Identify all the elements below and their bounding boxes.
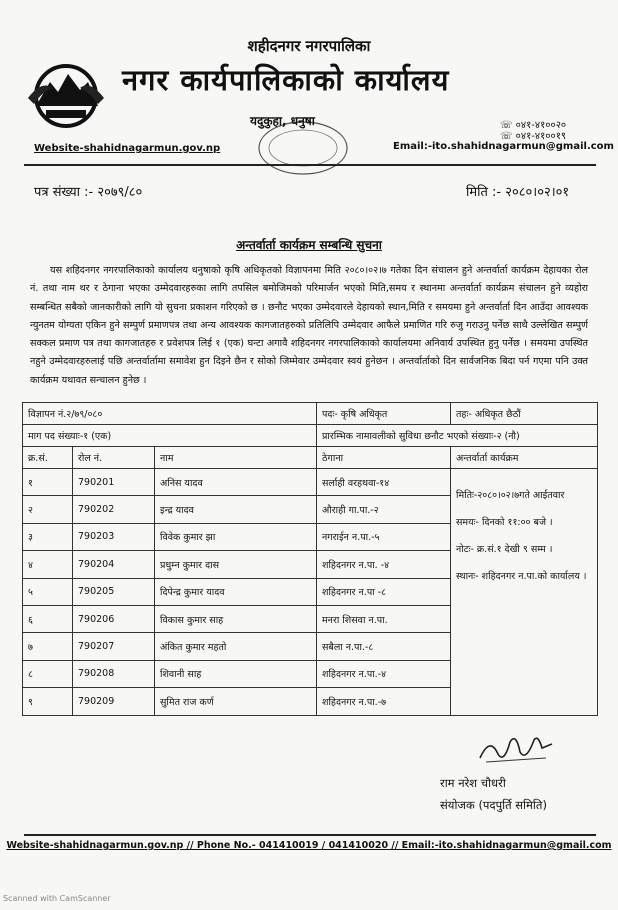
cell-name: दिपेन्द्र कुमार यादव <box>155 578 317 605</box>
level: तहः- अधिकृत छैठौं <box>451 403 598 425</box>
cell-roll: 790209 <box>73 688 155 715</box>
cell-address: मनरा शिसवा न.पा. <box>317 605 451 632</box>
adv-no: विज्ञापन नं.२/७९/०८० <box>23 403 317 425</box>
cell-address: शहिदनगर न.पा. -४ <box>317 551 451 578</box>
cell-name: विवेक कुमार झा <box>155 523 317 550</box>
cell-sn: २ <box>23 496 73 523</box>
signatory-name: राम नरेश चौधरी <box>440 776 506 790</box>
demand-count: माग पद संख्याः-१ (एक) <box>23 425 317 447</box>
program-cell <box>451 469 598 716</box>
program-time: समयः- दिनको ११:०० बजे । <box>456 517 553 528</box>
phone-2: ☏ ०४१-४१००१९ <box>500 131 567 142</box>
cell-address: औराही गा.पा.-२ <box>317 496 451 523</box>
cell-sn: ५ <box>23 578 73 605</box>
cell-sn: ६ <box>23 605 73 632</box>
cell-roll: 790205 <box>73 578 155 605</box>
cell-name: अनिस यादव <box>155 469 317 496</box>
cell-name: विकास कुमार साह <box>155 605 317 632</box>
scanner-watermark: Scanned with CamScanner <box>3 894 111 903</box>
cell-sn: ४ <box>23 551 73 578</box>
post: पदः- कृषि अधिकृत <box>317 403 451 425</box>
notice-title-text: अन्तर्वार्ता कार्यक्रम सम्बन्धि सुचना <box>236 238 382 252</box>
notice-body: यस शहिदनगर नगरपालिकाको कार्यालय धनुषाको कृषि अधिकृतको विज्ञापनमा मिति २०८०।०२।७ गतेका दिन संचालन हुने अन्तर्वार्ता कार्यक्रम देहायका रोल नं. तथा नाम थर र ठेगाना भएका उम्मेदवारहरुका लागि तपसिल बमोजिमको परिमार्जन भएको मिति,समय र स्थानमा अन्तर्वार्ता कार्यक्रम संचालन हुने व्यहोरा सम्बन्धित सबैको जानकारीको लागि यो सुचना प्रकाशन गरिएको छ । छनौट भएका उम्मेदवारले देहायको स्थान,मिति र समयमा हुने अन्तर्वार्ता दिन आउँदा आवश्यक न्युनतम योग्यता एकिन हुने सम्पुर्ण प्रमाणपत्र तथा अन्य आवश्यक कागजातहरुको प्रतिलिपि उम्मेदवार आफैले प्रमाणित गरि रुजु गराउनु पर्नेछ साथै उल्लेखित सम्पुर्ण सक्कल प्रमाण पत्र तथा कागजातहरु र प्रवेशपत्र लिई १ (एक) घन्टा अगावै शहिदनगर नगरपालिकाको कार्यालयमा अनिवार्य उपस्थित हुनु पर्नेछ । समयमा उपस्थित नहुने उम्मेदवारहरुलाई पछि अन्तर्वार्तामा समावेश हुन दिइने छैन र सोको जिम्मेवार उम्मेदवार स्वयं हुनेछन । अन्तर्वार्ताको दिन सार्वजनिक बिदा पर्न गएमा पनि उक्त कार्यक्रम यथावत सन्चालन हुनेछ । <box>30 265 588 386</box>
cell-sn: ८ <box>23 660 73 687</box>
footer-text: Website-shahidnagarmun.gov.np // Phone No.- 041410019 / 041410020 // Email:-ito.shahidnagarmun@gmail.com <box>6 840 612 851</box>
cell-name: सुमित राज कर्ण <box>155 688 317 715</box>
cell-name: शिवानी साह <box>155 660 317 687</box>
cell-address: शहिदनगर न.पा.-७ <box>317 688 451 715</box>
table-row <box>23 469 598 496</box>
cell-name: प्रधुम्न कुमार दास <box>155 551 317 578</box>
cell-address: शहिदनगर न.पा.-४ <box>317 660 451 687</box>
office-address: यदुकुहा, धनुषा <box>250 114 315 128</box>
col-sn: क्र.सं. <box>23 447 73 469</box>
cell-roll: 790203 <box>73 523 155 550</box>
col-address: ठेगाना <box>317 447 451 469</box>
cell-address: शहिदनगर न.पा -८ <box>317 578 451 605</box>
table-header-row <box>23 447 598 469</box>
shortlist-count: प्रारम्भिक नामावलीको सुविधा छनौट भएको संख्याः-२ (नौ) <box>317 425 598 447</box>
table-meta-row <box>23 403 598 425</box>
footer <box>0 840 618 851</box>
office-title: नगर कार्यपालिकाको कार्यालय <box>122 63 450 97</box>
cell-name: इन्द्र यादव <box>155 496 317 523</box>
cell-address: नगराईन न.पा.-५ <box>317 523 451 550</box>
interview-table <box>22 402 598 716</box>
cell-address: सबैला न.पा.-८ <box>317 633 451 660</box>
cell-roll: 790207 <box>73 633 155 660</box>
cell-address: सर्लाही वरहथवा-१४ <box>317 469 451 496</box>
col-name: नाम <box>155 447 317 469</box>
letter-date: मिति :- २०८०।०२।०१ <box>466 185 570 200</box>
municipality-name: शहीदनगर नगरपालिका <box>247 37 371 55</box>
notice-title <box>0 236 618 253</box>
cell-sn: ९ <box>23 688 73 715</box>
cell-sn: ७ <box>23 633 73 660</box>
cell-roll: 790204 <box>73 551 155 578</box>
cell-sn: १ <box>23 469 73 496</box>
table-meta-row <box>23 425 598 447</box>
handwritten-signature <box>476 728 556 768</box>
program-date: मितिः-२०८०।०२।७गते आईतवार <box>456 490 565 501</box>
cell-roll: 790208 <box>73 660 155 687</box>
cell-name: अंकित कुमार महतो <box>155 633 317 660</box>
cell-roll: 790206 <box>73 605 155 632</box>
col-program: अन्तर्वार्ता कार्यक्रम <box>451 447 598 469</box>
footer-divider <box>24 834 596 836</box>
website-link[interactable]: Website-shahidnagarmun.gov.np <box>34 143 221 154</box>
cell-roll: 790201 <box>73 469 155 496</box>
signatory-post: संयोजक (पदपुर्ति समिति) <box>440 798 547 812</box>
nepal-emblem-logo <box>22 58 110 130</box>
cell-sn: ३ <box>23 523 73 550</box>
reference-number: पत्र संख्या :- २०७९/८० <box>34 185 143 200</box>
program-note: नोटः- क्र.सं.१ देखी ९ सम्म । <box>456 544 553 555</box>
header-divider <box>24 164 596 166</box>
phone-1: ☏ ०४१-४१००२० <box>500 120 567 131</box>
program-place: स्थानः- शहिदनगर न.पा.को कार्यालय । <box>456 571 587 582</box>
col-roll: रोल नं. <box>73 447 155 469</box>
email-link[interactable]: Email:-ito.shahidnagarmun@gmail.com <box>393 141 614 152</box>
cell-roll: 790202 <box>73 496 155 523</box>
